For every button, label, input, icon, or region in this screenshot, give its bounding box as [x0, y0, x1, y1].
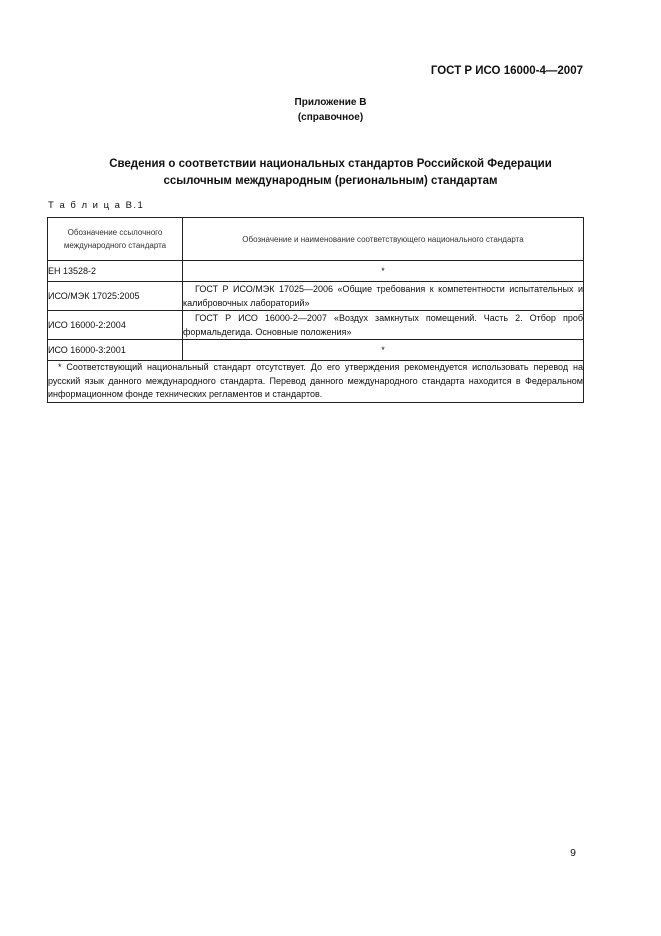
- ref-standard-cell: ЕН 13528-2: [48, 261, 183, 282]
- table-footnote-row: [48, 361, 584, 403]
- page-number: 9: [570, 847, 576, 859]
- document-code: ГОСТ Р ИСО 16000-4—2007: [430, 65, 583, 77]
- section-heading: [0, 156, 661, 190]
- table-header-row: [48, 218, 584, 261]
- ref-standard-cell: ИСО 16000-2:2004: [48, 311, 183, 340]
- standards-table: [47, 217, 584, 403]
- table-footnote: * Соответствующий национальный стандарт отсутствует. До его утверждения рекомендуется использовать перевод на русский язык данного международного стандарта. Перевод данного международного стандарта находится в Федеральном информационном фонде технических регламентов и стандартов.: [48, 361, 584, 403]
- annex-block: [0, 95, 661, 125]
- ref-standard-cell: ИСО/МЭК 17025:2005: [48, 282, 183, 311]
- national-standard-cell: *: [183, 340, 584, 361]
- ref-standard-cell: ИСО 16000-3:2001: [48, 340, 183, 361]
- table-row: [48, 340, 584, 361]
- annex-title: Приложение В: [294, 97, 367, 108]
- table-row: [48, 311, 584, 340]
- table-row: [48, 282, 584, 311]
- annex-subtitle: (справочное): [297, 112, 364, 123]
- national-standard-cell: ГОСТ Р ИСО/МЭК 17025—2006 «Общие требования к компетентности испытательных и калибровочных лабораторий»: [183, 282, 584, 311]
- table-caption: Т а б л и ц а В.1: [48, 200, 145, 211]
- heading-line-1: Сведения о соответствии национальных стандартов Российской Федерации: [109, 158, 552, 170]
- header-national-standard: Обозначение и наименование соответствующего национального стандарта: [183, 218, 584, 261]
- table-row: [48, 261, 584, 282]
- national-standard-cell: ГОСТ Р ИСО 16000-2—2007 «Воздух замкнутых помещений. Часть 2. Отбор проб формальдегида. Основные положения»: [183, 311, 584, 340]
- heading-line-2: ссылочным международным (региональным) стандартам: [163, 175, 498, 187]
- national-standard-cell: *: [183, 261, 584, 282]
- header-international-standard: Обозначение ссылочного международного стандарта: [48, 218, 183, 261]
